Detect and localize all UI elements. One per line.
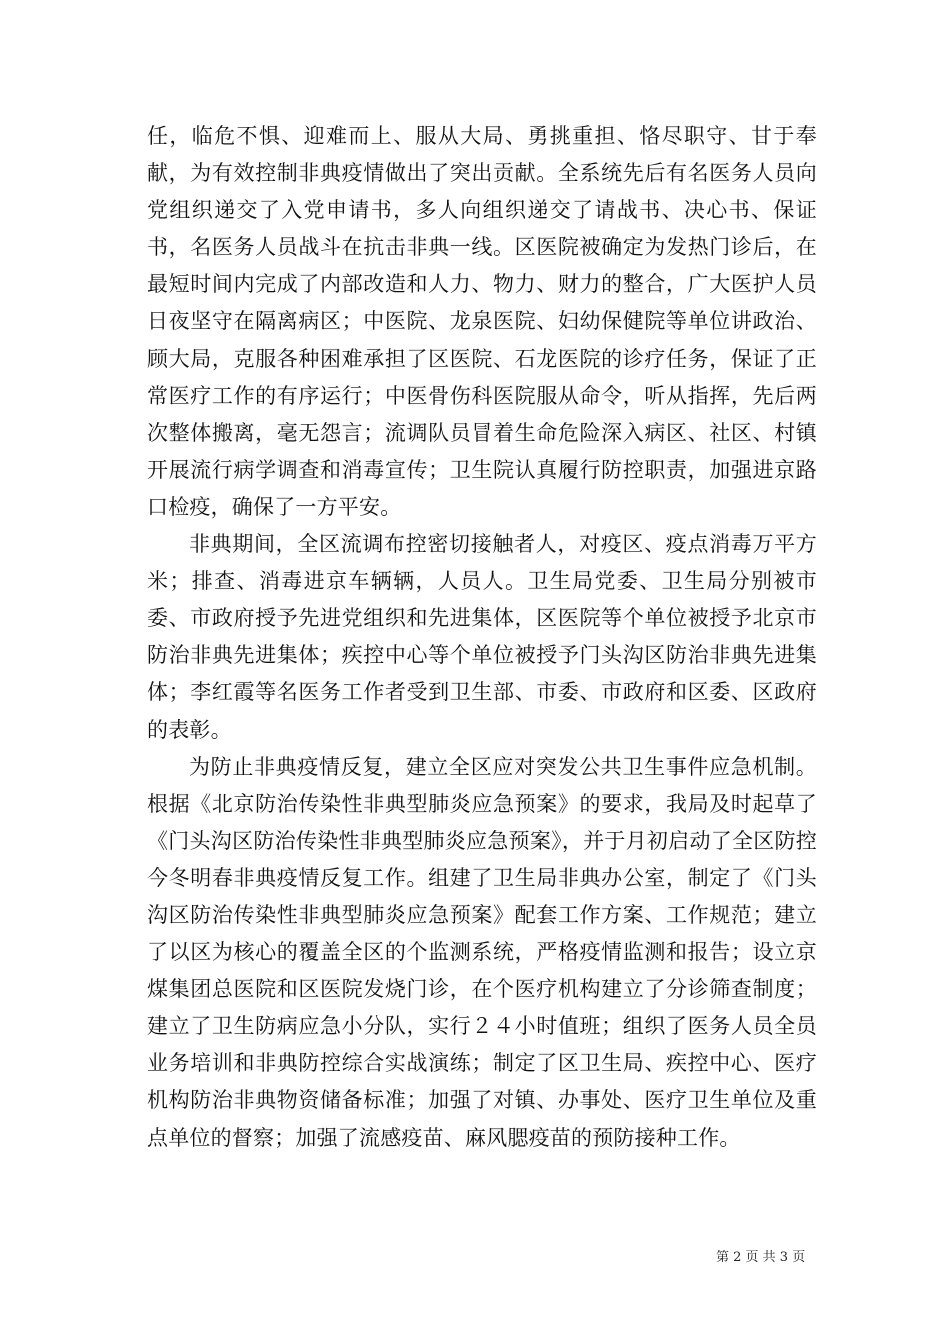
paragraph-emergency-mechanism: 为防止非典疫情反复，建立全区应对突发公共卫生事件应急机制。根据《北京防治传染性非典型肺炎应急预案》的要求，我局及时起草了《门头沟区防治传染性非典型肺炎应急预案》，并于月初启动了全区防控今冬明春非典疫情反复工作。组建了卫生局非典办公室，制定了《门头沟区防治传染性非典型肺炎应急预案》配套工作方案、工作规范；建立了以区为核心的覆盖全区的个监测系统，严格疫情监测和报告；设立京煤集团总医院和区医院发烧门诊，在个医疗机构建立了分诊筛查制度；建立了卫生防病应急小分队，实行２４小时值班；组织了医务人员全员业务培训和非典防控综合实战演练；制定了区卫生局、疾控中心、医疗机构防治非典物资储备标准；加强了对镇、办事处、医疗卫生单位及重点单位的督察；加强了流感疫苗、麻风腮疫苗的预防接种工作。: [147, 754, 817, 1150]
paragraph-continuation: 任，临危不惧、迎难而上、服从大局、勇挑重担、恪尽职守、甘于奉献，为有效控制非典疫情做出了突出贡献。全系统先后有名医务人员向党组织递交了入党申请书，多人向组织递交了请战书、决心书、保证书，名医务人员战斗在抗击非典一线。区医院被确定为发热门诊后，在最短时间内完成了内部改造和人力、物力、财力的整合，广大医护人员日夜坚守在隔离病区；中医院、龙泉医院、妇幼保健院等单位讲政治、顾大局，克服各种困难承担了区医院、石龙医院的诊疗任务，保证了正常医疗工作的有序运行；中医骨伤科医院服从命令，听从指挥，先后两次整体搬离，毫无怨言；流调队员冒着生命危险深入病区、社区、村镇开展流行病学调查和消毒宣传；卫生院认真履行防控职责，加强进京路口检疫，确保了一方平安。: [147, 124, 817, 519]
body-text: [147, 118, 817, 1157]
page-number-footer: 第 2 页 共 3 页: [716, 1250, 806, 1265]
paragraph-sars-statistics: 非典期间，全区流调布控密切接触者人，对疫区、疫点消毒万平方米；排查、消毒进京车辆辆，人员人。卫生局党委、卫生局分别被市委、市政府授予先进党组织和先进集体，区医院等个单位被授予北京市防治非典先进集体；疾控中心等个单位被授予门头沟区防治非典先进集体；李红霞等名医务工作者受到卫生部、市委、市政府和区委、区政府的表彰。: [147, 532, 817, 742]
